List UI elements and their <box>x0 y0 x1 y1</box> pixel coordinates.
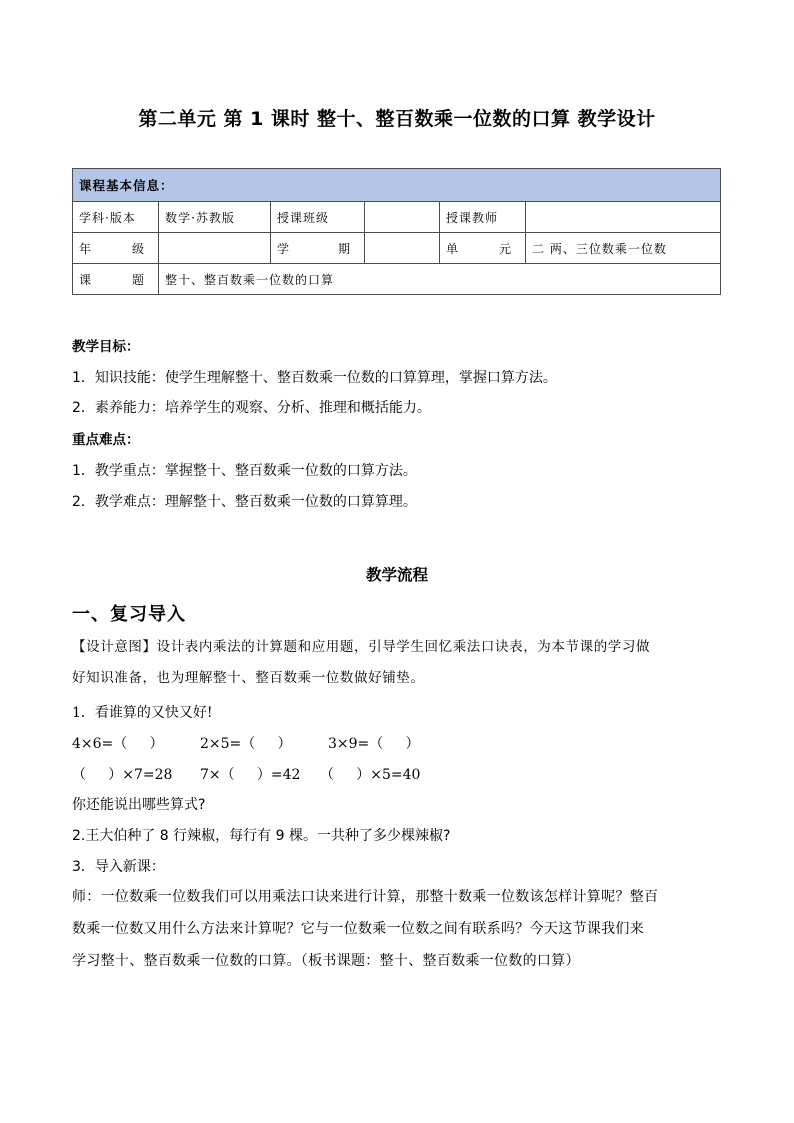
design-intent-paragraph <box>72 632 722 694</box>
section1-heading: 一、复习导入 <box>72 604 186 625</box>
grade-label: 年 级 <box>73 233 159 264</box>
question-more: 你还能说出哪些算式? <box>72 797 206 813</box>
equation: 2×5=（ ） <box>200 736 292 752</box>
term-label: 学 期 <box>271 233 365 264</box>
question-1: 1．看谁算的又快又好! <box>72 705 213 721</box>
equation: 7×（ ）=42 <box>200 767 301 783</box>
equation: 4×6=（ ） <box>72 736 164 752</box>
question-3: 3．导入新课： <box>72 859 165 875</box>
term-value <box>365 233 440 264</box>
course-info-table <box>72 168 721 295</box>
course-info-header: 课程基本信息： <box>73 169 721 202</box>
grade-value <box>159 233 271 264</box>
flow-heading: 教学流程 <box>365 566 428 584</box>
teacher-paragraph <box>72 881 722 977</box>
table-row <box>73 202 721 233</box>
teacher-value <box>526 202 721 233</box>
equation-row-1 <box>72 733 420 753</box>
equation: 3×9=（ ） <box>328 736 420 752</box>
teacher-line-2: 数乘一位数又用什么方法来计算呢？它与一位数乘一位数之间有联系吗？今天这节课我们来 <box>72 921 644 937</box>
goals-heading: 教学目标： <box>72 339 140 355</box>
teacher-line-1: 师：一位数乘一位数我们可以用乘法口诀来进行计算，那整十数乘一位数该怎样计算呢？整百 <box>72 889 659 905</box>
equation-row-2 <box>72 764 420 784</box>
topic-value: 整十、整百数乘一位数的口算 <box>159 264 721 295</box>
goal-item-1: 1．知识技能：使学生理解整十、整百数乘一位数的口算算理，掌握口算方法。 <box>72 370 557 386</box>
class-label: 授课班级 <box>271 202 365 233</box>
equation: （ ）×7=28 <box>72 767 173 783</box>
document-title: 第二单元 第 1 课时 整十、整百数乘一位数的口算 教学设计 <box>138 108 656 130</box>
topic-label: 课 题 <box>73 264 159 295</box>
unit-value: 二 两、三位数乘一位数 <box>526 233 721 264</box>
design-intent-line-1: 【设计意图】设计表内乘法的计算题和应用题，引导学生回忆乘法口诀表，为本节课的学习做 <box>72 639 651 655</box>
subject-version-label: 学科·版本 <box>73 202 159 233</box>
goal-item-2: 2．素养能力：培养学生的观察、分析、推理和概括能力。 <box>72 400 431 416</box>
teacher-line-3: 学习整十、整百数乘一位数的口算。（板书课题：整十、整百数乘一位数的口算） <box>72 953 580 969</box>
subject-version-value: 数学·苏教版 <box>159 202 271 233</box>
question-2: 2.王大伯种了 8 行辣椒，每行有 9 棵。一共种了多少棵辣椒? <box>72 828 451 844</box>
keypoint-item-1: 1．教学重点：掌握整十、整百数乘一位数的口算方法。 <box>72 463 417 479</box>
unit-label: 单 元 <box>440 233 526 264</box>
keypoint-item-2: 2．教学难点：理解整十、整百数乘一位数的口算算理。 <box>72 494 417 510</box>
equation: （ ）×5=40 <box>320 767 421 783</box>
course-info-header-row <box>73 169 721 202</box>
class-value <box>365 202 440 233</box>
table-row <box>73 233 721 264</box>
design-intent-line-2: 好知识准备，也为理解整十、整百数乘一位数做好铺垫。 <box>72 670 425 686</box>
table-row <box>73 264 721 295</box>
teacher-label: 授课教师 <box>440 202 526 233</box>
keypoints-heading: 重点难点： <box>72 432 140 448</box>
